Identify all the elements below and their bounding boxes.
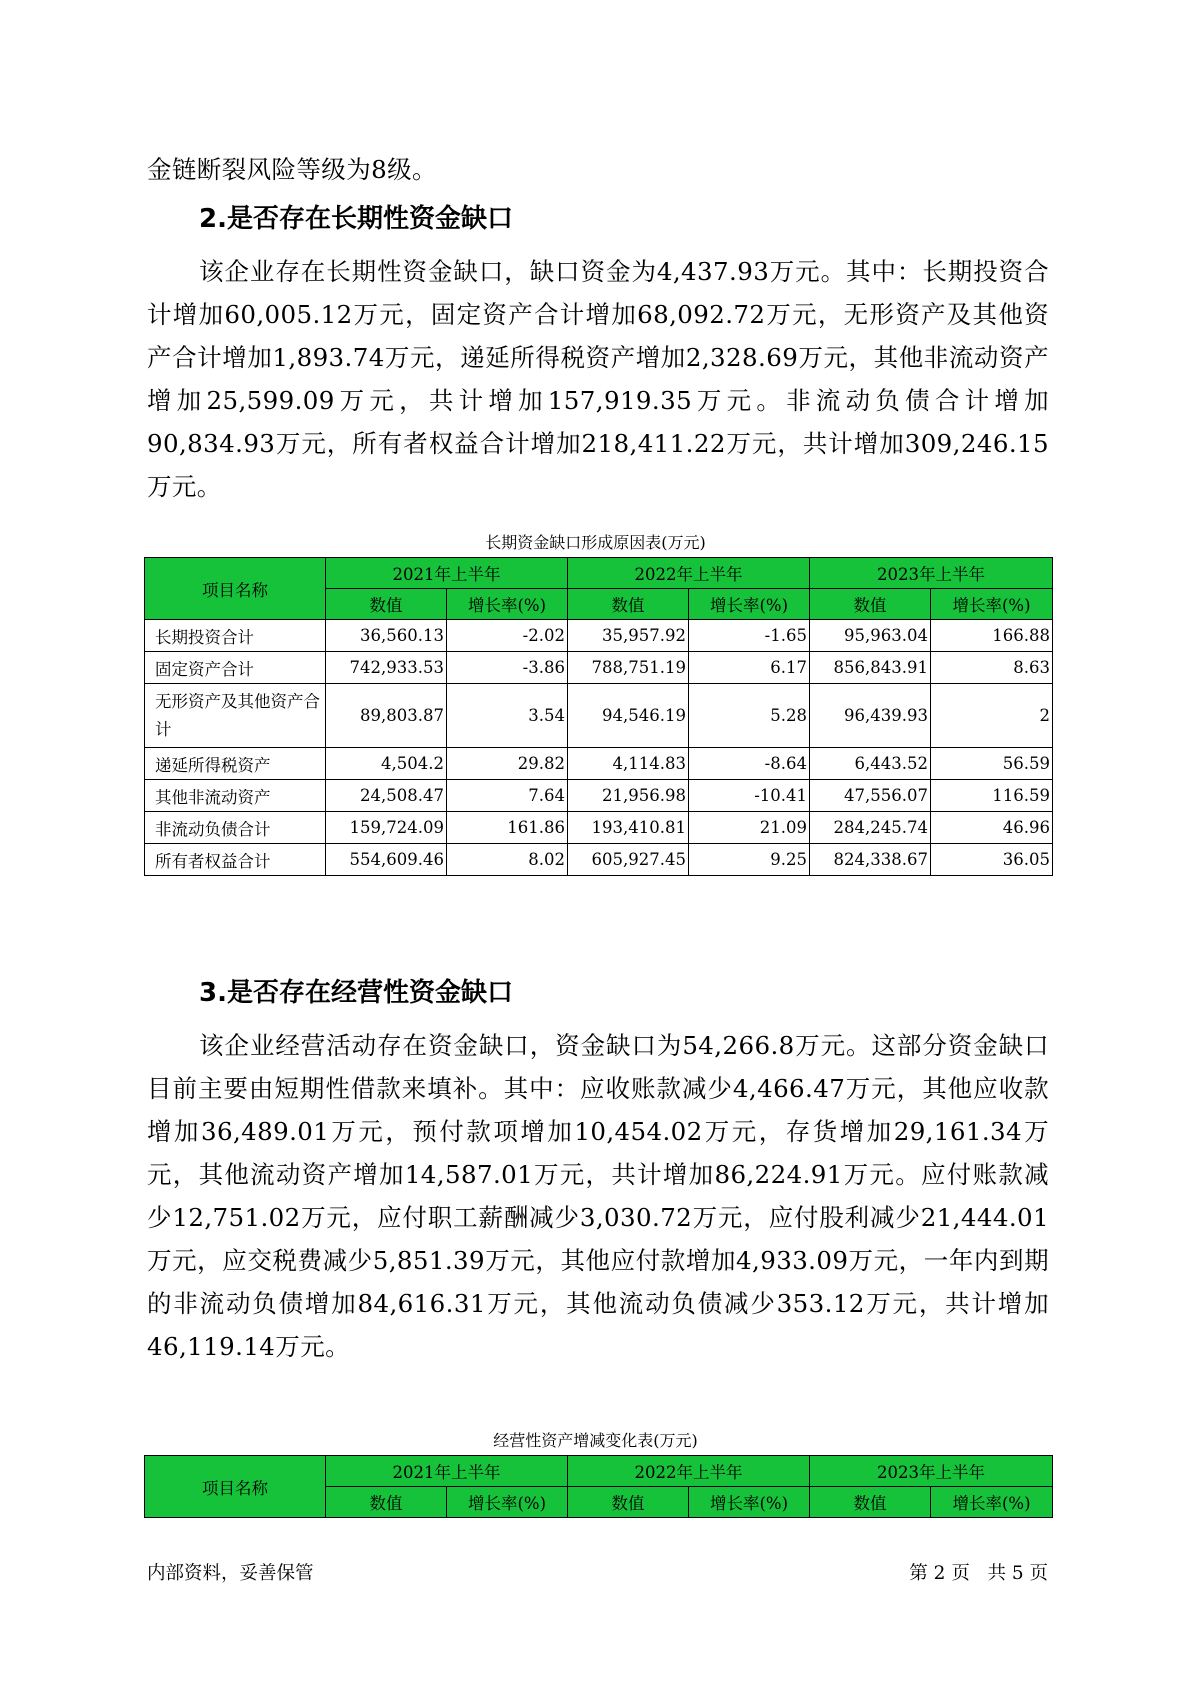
header-sub: 增长率(%) bbox=[931, 1487, 1053, 1518]
cell-growth: 2 bbox=[931, 684, 1053, 748]
table-row bbox=[145, 748, 1053, 780]
header-sub: 增长率(%) bbox=[689, 589, 810, 620]
table-1-caption: 长期资金缺口形成原因表(万元) bbox=[485, 533, 706, 552]
cell-growth: 9.25 bbox=[689, 844, 810, 876]
cell-growth: -10.41 bbox=[689, 780, 810, 812]
section-2-heading: 2.是否存在长期性资金缺口 bbox=[199, 204, 513, 234]
long-term-gap-table bbox=[144, 557, 1053, 876]
header-sub: 增长率(%) bbox=[447, 1487, 568, 1518]
cell-growth: 166.88 bbox=[931, 620, 1053, 652]
cell-growth: 46.96 bbox=[931, 812, 1053, 844]
cell-value: 94,546.19 bbox=[568, 684, 689, 748]
header-sub: 增长率(%) bbox=[931, 589, 1053, 620]
cell-value: 788,751.19 bbox=[568, 652, 689, 684]
cell-growth: 5.28 bbox=[689, 684, 810, 748]
cell-growth: 36.05 bbox=[931, 844, 1053, 876]
header-year: 2021年上半年 bbox=[326, 1456, 568, 1487]
table-row bbox=[145, 780, 1053, 812]
intro-tail-text: 金链断裂风险等级为8级。 bbox=[147, 155, 437, 184]
section-3-body: 该企业经营活动存在资金缺口，资金缺口为54,266.8万元。这部分资金缺口目前主要由短期性借款来填补。其中：应收账款减少4,466.47万元，其他应收款增加36,489.01万元，预付款项增加10,454.02万元，存货增加29,161.34万元，其他流动资产增加14,587.01万元，共计增加86,224.91万元。应付账款减少12,751.02万元，应付职工薪酬减少3,030.72万元，应付股利减少21,444.01万元，应交税费减少5,851.39万元，其他应付款增加4,933.09万元，一年内到期的非流动负债增加84,616.31万元，其他流动负债减少353.12万元，共计增加46,119.14万元。 bbox=[147, 1031, 1049, 1361]
header-sub: 数值 bbox=[326, 1487, 447, 1518]
row-name: 固定资产合计 bbox=[145, 652, 326, 684]
cell-value: 554,609.46 bbox=[326, 844, 447, 876]
cell-growth: 8.63 bbox=[931, 652, 1053, 684]
section-2-body: 该企业存在长期性资金缺口，缺口资金为4,437.93万元。其中：长期投资合计增加60,005.12万元，固定资产合计增加68,092.72万元，无形资产及其他资产合计增加1,893.74万元，递延所得税资产增加2,328.69万元，其他非流动资产增加25,599.09万元，共计增加157,919.35万元。非流动负债合计增加90,834.93万元，所有者权益合计增加218,411.22万元，共计增加309,246.15万元。 bbox=[147, 257, 1049, 501]
cell-growth: 21.09 bbox=[689, 812, 810, 844]
cell-value: 35,957.92 bbox=[568, 620, 689, 652]
operating-assets-table bbox=[144, 1455, 1053, 1518]
header-year: 2022年上半年 bbox=[568, 558, 810, 589]
cell-growth: 8.02 bbox=[447, 844, 568, 876]
cell-value: 6,443.52 bbox=[810, 748, 931, 780]
table-row bbox=[145, 620, 1053, 652]
cell-growth: -2.02 bbox=[447, 620, 568, 652]
cell-value: 24,508.47 bbox=[326, 780, 447, 812]
cell-value: 95,963.04 bbox=[810, 620, 931, 652]
cell-value: 159,724.09 bbox=[326, 812, 447, 844]
header-sub: 增长率(%) bbox=[689, 1487, 810, 1518]
cell-growth: 7.64 bbox=[447, 780, 568, 812]
cell-value: 47,556.07 bbox=[810, 780, 931, 812]
row-name: 递延所得税资产 bbox=[145, 748, 326, 780]
table-row bbox=[145, 844, 1053, 876]
footer-confidential-note: 内部资料，妥善保管 bbox=[147, 1563, 314, 1584]
table-row bbox=[145, 812, 1053, 844]
header-item-name: 项目名称 bbox=[145, 1456, 326, 1518]
header-item-name: 项目名称 bbox=[145, 558, 326, 620]
cell-value: 193,410.81 bbox=[568, 812, 689, 844]
row-name: 其他非流动资产 bbox=[145, 780, 326, 812]
cell-value: 605,927.45 bbox=[568, 844, 689, 876]
cell-growth: 116.59 bbox=[931, 780, 1053, 812]
header-year: 2022年上半年 bbox=[568, 1456, 810, 1487]
cell-growth: 56.59 bbox=[931, 748, 1053, 780]
cell-value: 284,245.74 bbox=[810, 812, 931, 844]
cell-value: 4,504.2 bbox=[326, 748, 447, 780]
row-name: 无形资产及其他资产合计 bbox=[145, 684, 326, 748]
header-year: 2021年上半年 bbox=[326, 558, 568, 589]
cell-growth: -3.86 bbox=[447, 652, 568, 684]
header-sub: 数值 bbox=[568, 1487, 689, 1518]
cell-value: 89,803.87 bbox=[326, 684, 447, 748]
header-sub: 数值 bbox=[810, 589, 931, 620]
header-year: 2023年上半年 bbox=[810, 1456, 1053, 1487]
section-3-heading: 3.是否存在经营性资金缺口 bbox=[199, 978, 513, 1008]
cell-value: 742,933.53 bbox=[326, 652, 447, 684]
row-name: 长期投资合计 bbox=[145, 620, 326, 652]
header-year: 2023年上半年 bbox=[810, 558, 1053, 589]
table-row bbox=[145, 684, 1053, 748]
cell-value: 36,560.13 bbox=[326, 620, 447, 652]
cell-growth: 6.17 bbox=[689, 652, 810, 684]
header-sub: 数值 bbox=[326, 589, 447, 620]
footer-page-number: 第 2 页 共 5 页 bbox=[909, 1563, 1048, 1584]
cell-growth: -8.64 bbox=[689, 748, 810, 780]
header-sub: 数值 bbox=[568, 589, 689, 620]
cell-growth: -1.65 bbox=[689, 620, 810, 652]
row-name: 所有者权益合计 bbox=[145, 844, 326, 876]
cell-value: 21,956.98 bbox=[568, 780, 689, 812]
cell-value: 96,439.93 bbox=[810, 684, 931, 748]
header-sub: 增长率(%) bbox=[447, 589, 568, 620]
cell-value: 824,338.67 bbox=[810, 844, 931, 876]
table-row bbox=[145, 652, 1053, 684]
header-sub: 数值 bbox=[810, 1487, 931, 1518]
cell-growth: 3.54 bbox=[447, 684, 568, 748]
cell-growth: 29.82 bbox=[447, 748, 568, 780]
row-name: 非流动负债合计 bbox=[145, 812, 326, 844]
cell-value: 4,114.83 bbox=[568, 748, 689, 780]
cell-growth: 161.86 bbox=[447, 812, 568, 844]
table-2-caption: 经营性资产增减变化表(万元) bbox=[493, 1431, 698, 1450]
cell-value: 856,843.91 bbox=[810, 652, 931, 684]
